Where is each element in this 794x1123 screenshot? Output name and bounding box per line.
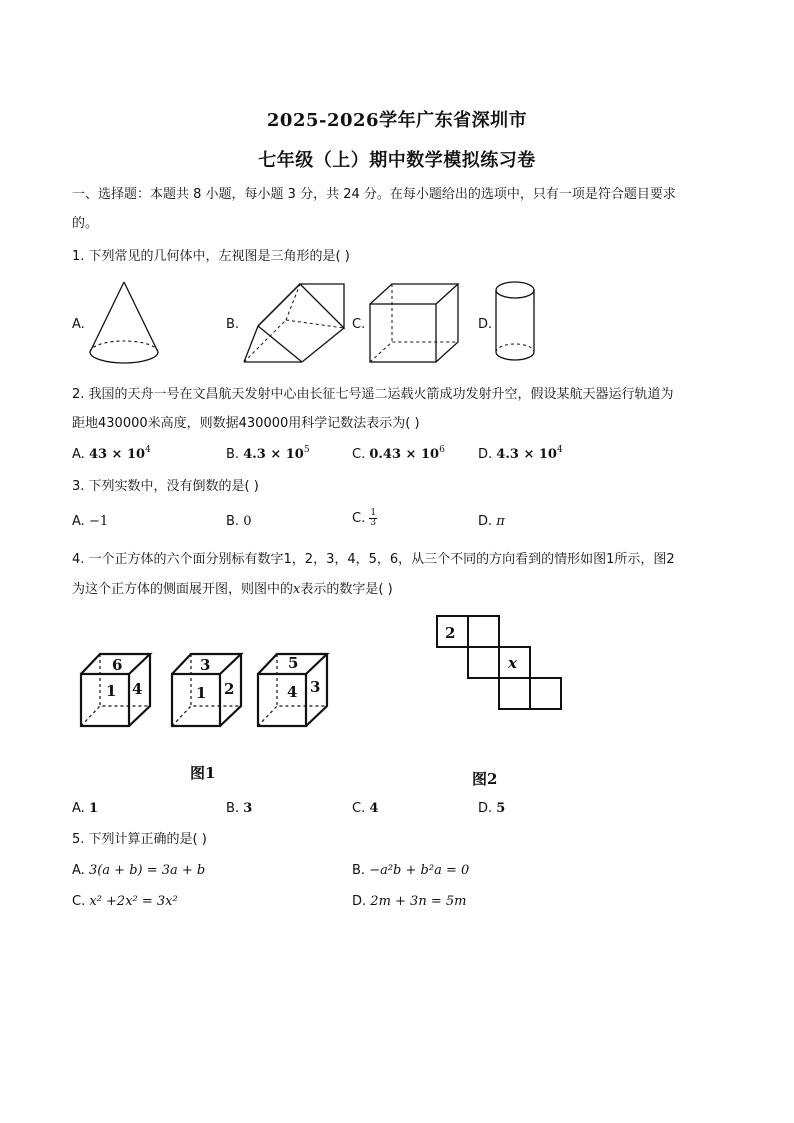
cube2-side-number: 2 — [224, 680, 235, 698]
q4-stem-line2-pre: 为这个正方体的侧面展开图，则图中的 — [72, 582, 294, 597]
q5-option-b-expr: −a²b + b²a = 0 — [369, 863, 470, 878]
q4-option-d-value: 5 — [496, 801, 506, 816]
cube3-top-number: 5 — [288, 654, 299, 672]
q2-option-a-base: 43 × 10 — [88, 447, 146, 462]
cube2-front-number: 1 — [196, 684, 207, 702]
q5-stem: 5. 下列计算正确的是( ) — [72, 832, 207, 847]
q1-stem: 1. 下列常见的几何体中，左视图是三角形的是( ) — [72, 249, 350, 264]
triangular-prism-figure — [242, 282, 347, 366]
q2-option-c-label: C. — [352, 447, 366, 462]
q4-option-b-label: B. — [226, 801, 240, 816]
q2-option-a-label: A. — [72, 447, 85, 462]
q5-option-c — [72, 893, 178, 911]
q4-option-a — [72, 800, 98, 818]
q4-stem-line2-var: x — [293, 582, 301, 597]
q5-option-a — [72, 862, 205, 880]
q3-option-c-label: C. — [352, 511, 366, 526]
q3-option-b-label: B. — [226, 514, 240, 529]
q3-option-a-label: A. — [72, 514, 85, 529]
cube3-front-number: 4 — [287, 683, 298, 701]
cube2-top-number: 3 — [200, 656, 211, 674]
q3-option-c-fraction — [369, 509, 377, 528]
exam-title-line1: 2025-2026学年广东省深圳市 — [266, 110, 528, 131]
q5-option-b-label: B. — [352, 863, 366, 878]
q2-option-b — [226, 446, 310, 464]
q2-option-a-exp: 4 — [145, 445, 151, 455]
q4-option-a-label: A. — [72, 801, 85, 816]
cube3-side-number: 3 — [310, 678, 321, 696]
q3-option-c — [352, 509, 377, 528]
q3-option-a — [72, 513, 108, 531]
cube1-front-number: 1 — [106, 682, 117, 700]
q4-option-a-value: 1 — [88, 801, 98, 816]
section-heading — [72, 186, 676, 204]
q4-option-c — [352, 800, 378, 818]
figure2-label: 图2 — [472, 770, 498, 788]
cone-figure — [86, 278, 166, 368]
q2-option-b-label: B. — [226, 447, 240, 462]
q2-option-b-base: 4.3 × 10 — [243, 447, 304, 462]
q1-option-d-label: D. — [478, 317, 493, 332]
q3-option-a-value: −1 — [88, 514, 109, 529]
q4-stem-line2 — [72, 581, 393, 599]
q4-option-c-value: 4 — [369, 801, 379, 816]
cube1-side-number: 4 — [132, 680, 143, 698]
q5-option-b — [352, 862, 469, 880]
q3-option-c-numerator: 1 — [370, 508, 377, 518]
q2-option-c — [352, 446, 445, 464]
cube-figure — [368, 282, 460, 366]
cylinder-figure — [494, 280, 538, 368]
q5-option-d — [352, 893, 466, 911]
q1-option-b-label: B. — [226, 317, 240, 332]
q2-option-d — [478, 446, 563, 464]
q4-option-b-value: 3 — [243, 801, 253, 816]
q3-option-d-label: D. — [478, 514, 493, 529]
q3-option-d — [478, 513, 505, 531]
q2-option-c-base: 0.43 × 10 — [369, 447, 440, 462]
q4-option-b — [226, 800, 252, 818]
q2-option-d-label: D. — [478, 447, 493, 462]
q3-option-d-value: π — [496, 514, 505, 529]
q2-stem-line1: 2. 我国的天舟一号在文昌航天发射中心由长征七号遥二运载火箭成功发射升空，假设某航天器运行轨道为 — [72, 387, 674, 402]
net-unknown-x: x — [508, 654, 517, 672]
exam-title-line2: 七年级（上）期中数学模拟练习卷 — [258, 150, 536, 171]
figure2-net — [436, 614, 566, 710]
q5-option-a-label: A. — [72, 863, 85, 878]
q2-option-d-exp: 4 — [556, 445, 563, 455]
q5-option-a-expr: 3(a + b) = 3a + b — [88, 863, 206, 878]
q5-option-d-expr: 2m + 3n = 5m — [370, 894, 467, 909]
q3-stem: 3. 下列实数中，没有倒数的是( ) — [72, 479, 259, 494]
q5-option-c-expr: x² +2x² = 3x² — [89, 894, 178, 909]
q1-option-a-label: A. — [72, 317, 85, 332]
q4-option-d — [478, 800, 505, 818]
q2-option-a — [72, 446, 151, 464]
q3-option-c-denominator: 3 — [370, 518, 377, 528]
q2-option-b-exp: 5 — [303, 445, 310, 455]
q3-option-b-value: 0 — [243, 514, 252, 529]
q4-option-d-label: D. — [478, 801, 493, 816]
q5-option-c-label: C. — [72, 894, 86, 909]
q5-option-d-label: D. — [352, 894, 367, 909]
q4-stem-line2-post: 表示的数字是( ) — [300, 582, 393, 597]
q4-option-c-label: C. — [352, 801, 366, 816]
section-heading-text: 一、选择题：本题共 8 小题，每小题 3 分，共 24 分。在每小题给出的选项中，只有一项是符合题目要求 — [72, 187, 676, 202]
q4-stem-line1: 4. 一个正方体的六个面分别标有数字1，2，3，4，5，6，从三个不同的方向看到的情形如图1所示，图2 — [72, 552, 675, 567]
q2-stem-line2: 距地430000米高度，则数据430000用科学记数法表示为( ) — [72, 416, 420, 431]
figure1-label: 图1 — [190, 764, 216, 782]
q1-option-c-label: C. — [352, 317, 366, 332]
q2-option-d-base: 4.3 × 10 — [496, 447, 557, 462]
q3-option-b — [226, 513, 251, 531]
q2-option-c-exp: 6 — [439, 445, 445, 455]
net-number-2: 2 — [445, 624, 456, 642]
cube1-top-number: 6 — [112, 656, 123, 674]
section-heading-continued: 的。 — [72, 216, 99, 231]
